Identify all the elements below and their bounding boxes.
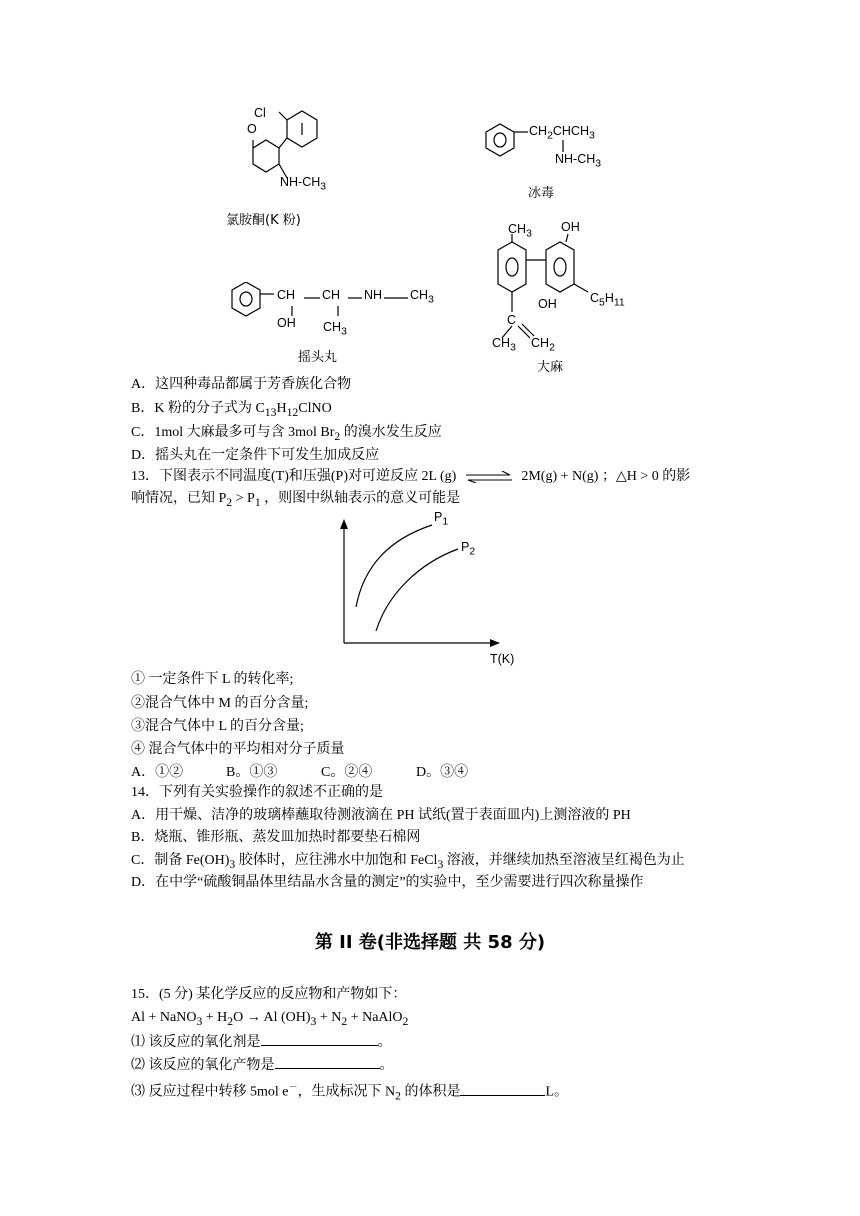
q13-stem-line2: 响情况，已知 $P_2 > P_1$ ，则图中纵轴表示的意义可能是 <box>131 491 461 509</box>
ecstasy-ch3: $CH_3$ <box>410 288 434 306</box>
ecstasy-structure <box>228 282 278 324</box>
q12-option-d: D．摇头丸在一定条件下可发生加成反应 <box>131 448 380 463</box>
q14-stem: 14．下列有关实验操作的叙述不正确的是 <box>131 785 383 800</box>
q12-option-c: C．1mol 大麻最多可与含 3mol $Br_2$ 的溴水发生反应 <box>131 425 442 443</box>
q13-option-a: A．①② <box>131 765 184 780</box>
q13-option-b: B。①③ <box>226 765 278 780</box>
ice-name: 冰毒 <box>528 186 555 201</box>
answer-blank-2[interactable] <box>275 1054 380 1069</box>
cannabis-oh-top: OH <box>561 220 580 234</box>
equilibrium-arrow-icon <box>464 471 514 483</box>
q15-part-2: ⑵ 该反应的氧化产物是 。 <box>131 1054 394 1076</box>
q13-item-2: ②混合气体中 M 的百分含量; <box>131 696 309 711</box>
q13-options <box>131 763 468 783</box>
q14-option-a: A．用干燥、洁净的玻璃棒蘸取待测液滴在 PH 试纸(置于表面皿内)上测溶液的 PH <box>131 808 631 823</box>
ketamine-name: 氯胺酮(K 粉) <box>226 213 301 228</box>
x-axis-arrow-icon <box>490 639 500 647</box>
q13-option-c: C。②④ <box>321 765 373 780</box>
ecstasy-ch2: CH <box>322 288 341 302</box>
q12-option-b: B．K 粉的分子式为 $C_{13}H_{12}ClNO$ <box>131 401 332 419</box>
ecstasy-ch1: CH <box>277 288 296 302</box>
ecstasy-name: 摇头丸 <box>298 350 338 365</box>
ketamine-o: O <box>247 122 257 136</box>
cannabis-c5h11: $C_5H_{11}$ <box>590 291 625 309</box>
q13-stem-line1: 13．下图表示不同温度(T)和压强(P)对可逆反应 2L (g) 2M(g) + N(g) ；△H > 0 的影 <box>131 469 691 484</box>
q13-item-3: ③混合气体中 L 的百分含量; <box>131 719 304 734</box>
chart-x-label: T(K) <box>490 652 515 666</box>
ecstasy-nh: NH <box>364 288 383 302</box>
ketamine-cl: Cl <box>254 106 266 120</box>
q15-stem: 15．(5 分) 某化学反应的反应物和产物如下： <box>131 987 407 1002</box>
ketamine-nh: $NH-CH_3$ <box>280 175 327 193</box>
cannabis-ch3-top: $CH_3$ <box>508 222 532 240</box>
q15-part-1: ⑴ 该反应的氧化剂是 。 <box>131 1031 392 1053</box>
answer-blank-3[interactable] <box>460 1081 545 1096</box>
q13-item-4: ④ 混合气体中的平均相对分子质量 <box>131 742 345 757</box>
q14-option-d: D．在中学“硫酸铜晶体里结晶水含量的测定”的实验中，至少需要进行四次称量操作 <box>131 875 644 890</box>
q12-option-a: A．这四种毒品都属于芳香族化合物 <box>131 377 352 392</box>
q15-equation: Al + NaNO$_3$ + $H_2O \to Al$ $(OH)_3 + N_2$ + NaAlO$_2$ <box>131 1010 409 1028</box>
cannabis-ch2-bot: $CH_2$ <box>531 336 555 354</box>
answer-blank-1[interactable] <box>261 1031 378 1046</box>
cannabis-structure <box>488 228 618 348</box>
ice-top: $CH_2CHCH_3$ <box>529 124 595 142</box>
ice-nh: $NH-CH_3$ <box>555 152 602 170</box>
chart-p2-label: $P_2$ <box>461 540 476 558</box>
ecstasy-bonds <box>290 294 410 324</box>
cannabis-name: 大麻 <box>537 360 564 375</box>
q13-option-d: D。③④ <box>416 765 469 780</box>
q14-option-c: C．制备 $Fe(OH)_3$ 胶体时，应往沸水中加饱和 FeCl$_3$ 溶液，并继续加热至溶液呈红褐色为止 <box>131 853 685 871</box>
ecstasy-oh: OH <box>277 316 296 330</box>
ecstasy-methyl: $CH_3$ <box>323 320 347 338</box>
cannabis-ch3-bot: $CH_3$ <box>492 336 516 354</box>
cannabis-c: C <box>507 313 517 327</box>
q15-part-3: ⑶ 反应过程中转移 5mol e－，生成标况下 $N_2$ 的体积是 L。 <box>131 1082 569 1103</box>
curve-p2 <box>376 549 458 631</box>
q13-pressure-chart <box>330 505 530 665</box>
q13-item-1: ① 一定条件下 L 的转化率; <box>131 672 294 687</box>
chart-p1-label: $P_1$ <box>434 510 449 528</box>
section-heading: 第 II 卷(非选择题 共 58 分) <box>314 932 546 953</box>
q14-option-b: B．烧瓶、锥形瓶、蒸发皿加热时都要垫石棉网 <box>131 830 421 845</box>
curve-p1 <box>356 525 432 607</box>
cannabis-oh-mid: OH <box>538 297 557 311</box>
y-axis-arrow-icon <box>340 519 348 529</box>
